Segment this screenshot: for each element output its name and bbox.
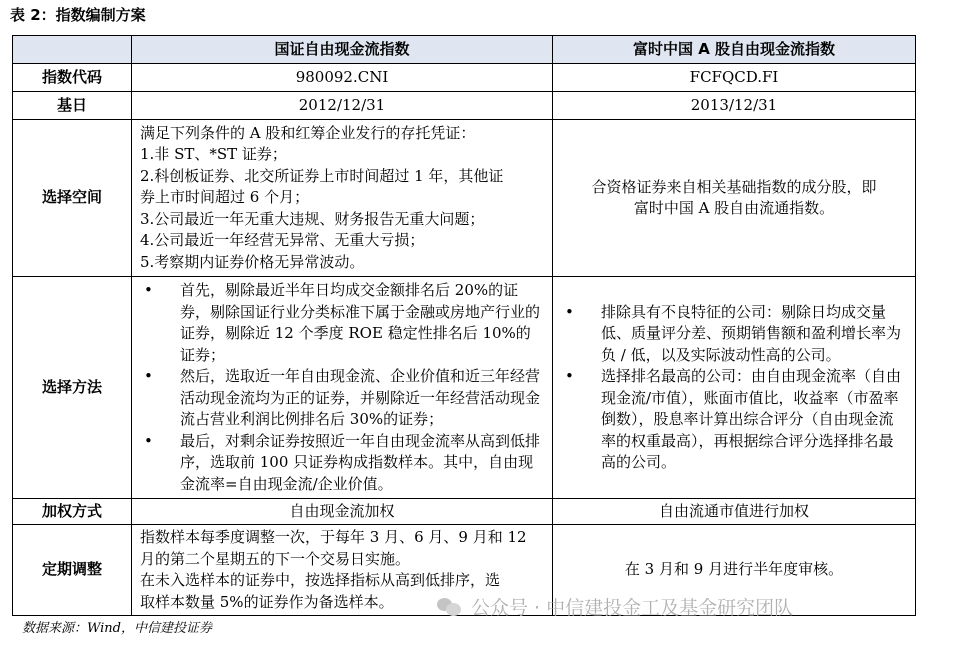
base-col1: 2012/12/31 bbox=[132, 92, 553, 120]
space-col1-line: 2.科创板证券、北交所证券上市时间超过 1 年，其他证 bbox=[140, 166, 504, 185]
row-label-code: 指数代码 bbox=[13, 64, 132, 92]
row-label-base: 基日 bbox=[13, 92, 132, 120]
method-col1-bullet: • 然后，选取近一年自由现金流、企业价值和近三年经营活动现金流均为正的证券，并剔除近一年经营活动现金流占营业利润比例排名后 30%的证券； bbox=[140, 366, 544, 431]
rebalance-col1-line: 指数样本每季度调整一次，于每年 3 月、6 月、9 月和 12 bbox=[140, 528, 527, 546]
weight-col2: 自由流通市值进行加权 bbox=[553, 499, 916, 525]
rebalance-col1-line: 在未入选样本的证券中，按选择指标从高到低排序，选 bbox=[140, 571, 501, 589]
table-row-method bbox=[13, 277, 916, 499]
table-row-space bbox=[13, 120, 916, 277]
row-label-method: 选择方法 bbox=[13, 277, 132, 499]
row-label-space: 选择空间 bbox=[13, 120, 132, 277]
table-caption: 表 2：指数编制方案 bbox=[10, 6, 146, 24]
space-col2-line: 富时中国 A 股自由流通指数。 bbox=[633, 199, 835, 217]
method-col2 bbox=[553, 277, 916, 499]
space-col1-line: 满足下列条件的 A 股和红筹企业发行的存托凭证： bbox=[140, 123, 476, 142]
watermark-text: 公众号 · 中信建投金工及基金研究团队 bbox=[471, 597, 794, 619]
watermark bbox=[437, 593, 793, 620]
space-col1-line: 券上市时间超过 6 个月； bbox=[140, 188, 310, 207]
space-col2 bbox=[553, 120, 916, 277]
space-col1-line: 1.非 ST、*ST 证券； bbox=[140, 145, 287, 164]
space-col1 bbox=[132, 120, 553, 277]
method-col2-bullet: • 选择排名最高的公司：由自由现金流率（自由现金流/市值），账面市值比，收益率（市盈率倒数），股息率计算出综合评分（自由现金流率的权重最高），再根据综合评分选择排名最高的公司。 bbox=[561, 366, 907, 474]
index-scheme-table bbox=[12, 35, 916, 616]
row-label-weight: 加权方式 bbox=[13, 499, 132, 525]
table-row-base bbox=[13, 92, 916, 120]
weight-col1: 自由现金流加权 bbox=[132, 499, 553, 525]
rebalance-col2: 在 3 月和 9 月进行半年度审核。 bbox=[553, 525, 916, 616]
row-label-rebalance: 定期调整 bbox=[13, 525, 132, 616]
wechat-icon bbox=[437, 597, 463, 617]
header-empty-cell bbox=[13, 36, 132, 64]
space-col1-line: 5.考察期内证券价格无异常波动。 bbox=[140, 252, 365, 271]
base-col2: 2013/12/31 bbox=[553, 92, 916, 120]
table-header-row bbox=[13, 36, 916, 64]
method-col1-bullet: • 首先，剔除最近半年日均成交金额排名后 20%的证券，剔除国证行业分类标准下属于金融或房地产行业的证券，剔除近 12 个季度 ROE 稳定性排名后 10%的证券； bbox=[140, 280, 544, 366]
rebalance-col1-line: 月的第二个星期五的下一个交易日实施。 bbox=[140, 549, 411, 568]
header-col1: 国证自由现金流指数 bbox=[132, 36, 553, 64]
method-col2-bullet: • 排除具有不良特征的公司：剔除日均成交量低、质量评分差、预期销售额和盈利增长率为负 / 低，以及实际波动性高的公司。 bbox=[561, 302, 907, 367]
rebalance-col1-line: 取样本数量 5%的证券作为备选样本。 bbox=[140, 592, 394, 611]
method-col1-bullet: • 最后，对剩余证券按照近一年自由现金流率从高到低排序，选取前 100 只证券构成指数样本。其中，自由现金流率=自由现金流/企业价值。 bbox=[140, 431, 544, 496]
code-col2: FCFQCD.FI bbox=[553, 64, 916, 92]
header-col2: 富时中国 A 股自由现金流指数 bbox=[553, 36, 916, 64]
table-row-weight bbox=[13, 499, 916, 525]
data-source: 数据来源：Wind，中信建投证券 bbox=[22, 621, 212, 636]
space-col2-line: 合资格证券来自相关基础指数的成分股，即 bbox=[591, 177, 877, 196]
space-col1-line: 4.公司最近一年经营无异常、无重大亏损； bbox=[140, 231, 425, 250]
table-row-code bbox=[13, 64, 916, 92]
space-col1-line: 3.公司最近一年无重大违规、财务报告无重大问题； bbox=[140, 209, 485, 228]
code-col1: 980092.CNI bbox=[132, 64, 553, 92]
method-col1 bbox=[132, 277, 553, 499]
